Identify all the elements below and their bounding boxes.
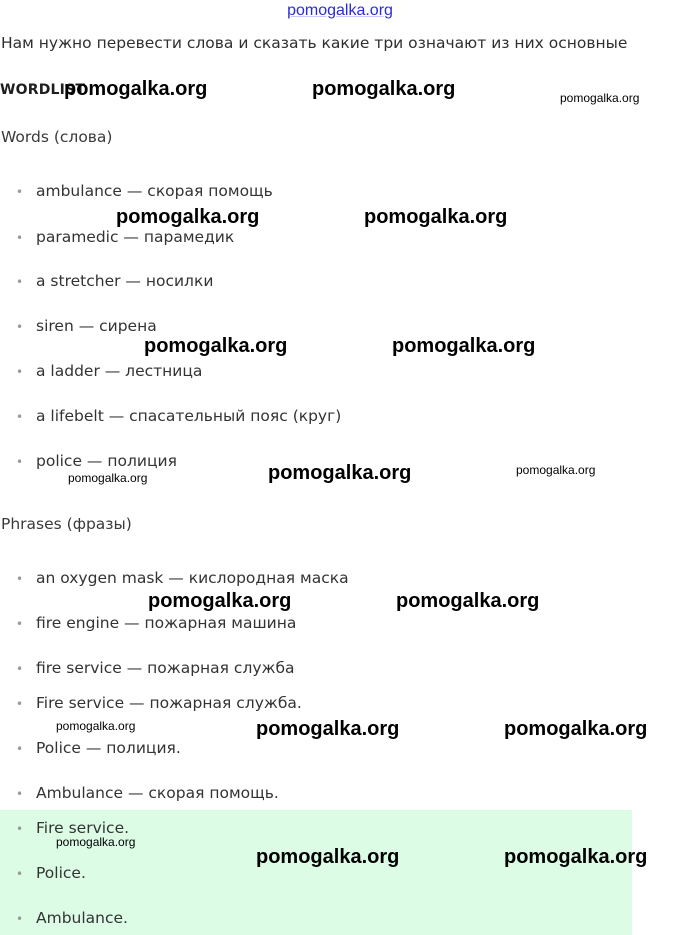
bullet-icon: • xyxy=(16,867,24,881)
bullet-icon: • xyxy=(16,410,24,424)
list-item-text: fire engine — пожарная машина xyxy=(36,614,297,632)
highlighted-answer-text: Police. xyxy=(36,864,86,882)
wordlist-label: WORDLIST xyxy=(0,82,86,98)
watermark: pomogalka.org xyxy=(148,590,292,612)
answer-item-text: Fire service — пожарная служба. xyxy=(36,694,302,712)
answer-item xyxy=(16,694,302,712)
list-item xyxy=(16,272,213,290)
list-item xyxy=(16,182,273,200)
list-item xyxy=(16,452,177,470)
answer-item-text: Ambulance — скорая помощь. xyxy=(36,784,279,802)
bullet-icon: • xyxy=(16,697,24,711)
site-logo-link[interactable]: pomogalka.org xyxy=(287,2,393,19)
watermark: pomogalka.org xyxy=(64,78,208,100)
watermark: pomogalka.org xyxy=(56,835,136,849)
list-item xyxy=(16,317,157,335)
list-item xyxy=(16,569,349,587)
watermark: pomogalka.org xyxy=(504,718,648,740)
watermark: pomogalka.org xyxy=(396,590,540,612)
bullet-icon: • xyxy=(16,822,24,836)
answer-item xyxy=(16,739,181,757)
highlighted-answer-item xyxy=(16,909,128,927)
watermark: pomogalka.org xyxy=(392,335,536,357)
list-item-text: paramedic — парамедик xyxy=(36,228,235,246)
bullet-icon: • xyxy=(16,912,24,926)
bullet-icon: • xyxy=(16,185,24,199)
watermark: pomogalka.org xyxy=(364,206,508,228)
bullet-icon: • xyxy=(16,275,24,289)
bullet-icon: • xyxy=(16,572,24,586)
list-item-text: police — полиция xyxy=(36,452,177,470)
bullet-icon: • xyxy=(16,617,24,631)
list-item xyxy=(16,362,202,380)
list-item-text: siren — сирена xyxy=(36,317,157,335)
bullet-icon: • xyxy=(16,365,24,379)
bullet-icon: • xyxy=(16,742,24,756)
watermark: pomogalka.org xyxy=(256,718,400,740)
answer-item xyxy=(16,784,279,802)
watermark: pomogalka.org xyxy=(256,846,400,868)
watermark: pomogalka.org xyxy=(116,206,260,228)
highlighted-answer-text: Fire service. xyxy=(36,819,130,837)
question-text: Нам нужно перевести слова и сказать какие три означают из них основные xyxy=(1,34,628,52)
watermark: pomogalka.org xyxy=(312,78,456,100)
words-section-title: Words (слова) xyxy=(1,128,113,146)
watermark: pomogalka.org xyxy=(504,846,648,868)
list-item xyxy=(16,659,295,677)
bullet-icon: • xyxy=(16,662,24,676)
answer-item-text: Police — полиция. xyxy=(36,739,181,757)
list-item xyxy=(16,407,341,425)
list-item xyxy=(16,228,234,246)
highlighted-answer-item xyxy=(16,864,86,882)
watermark: pomogalka.org xyxy=(144,335,288,357)
list-item-text: a ladder — лестница xyxy=(36,362,203,380)
watermark: pomogalka.org xyxy=(516,463,596,477)
watermark: pomogalka.org xyxy=(56,719,136,733)
list-item-text: a lifebelt — спасательный пояс (круг) xyxy=(36,407,342,425)
bullet-icon: • xyxy=(16,455,24,469)
list-item-text: a stretcher — носилки xyxy=(36,272,214,290)
watermark: pomogalka.org xyxy=(268,462,412,484)
highlighted-answer-text: Ambulance. xyxy=(36,909,128,927)
list-item-text: ambulance — скорая помощь xyxy=(36,182,273,200)
bullet-icon: • xyxy=(16,787,24,801)
bullet-icon: • xyxy=(16,231,24,245)
watermark: pomogalka.org xyxy=(560,91,640,105)
phrases-section-title: Phrases (фразы) xyxy=(1,515,132,533)
bullet-icon: • xyxy=(16,320,24,334)
list-item-text: fire service — пожарная служба xyxy=(36,659,295,677)
watermark: pomogalka.org xyxy=(68,471,148,485)
list-item xyxy=(16,614,296,632)
list-item-text: an oxygen mask — кислородная маска xyxy=(36,569,349,587)
